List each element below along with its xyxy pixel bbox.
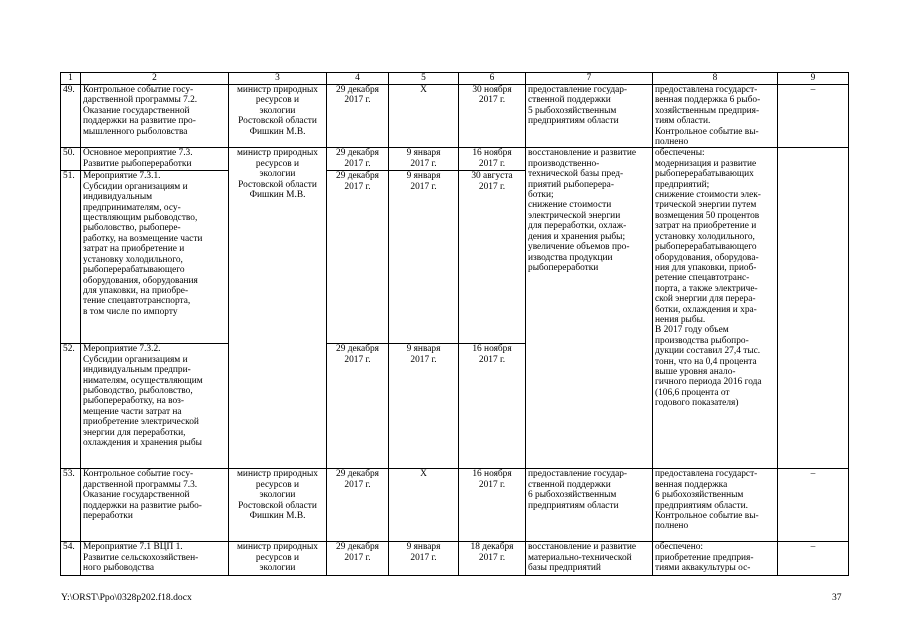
text-line: для упаковки, на приобре- [83, 285, 189, 296]
text-line: экологии [259, 169, 296, 180]
text-line: ресурсов и [255, 95, 300, 106]
text-line: 6 рыбохозяйственным [655, 490, 744, 501]
end-date [459, 85, 526, 148]
text-line: снижение стоимости [528, 200, 612, 211]
text-line: 2017 г. [478, 95, 506, 106]
text-line: Субсидии организациям и [83, 354, 188, 365]
text-line: предприятиям области [528, 500, 619, 511]
text-line: возмещения 50 процентов [655, 210, 760, 221]
text-line: поддержки на развитие про- [83, 116, 196, 127]
end-date [459, 469, 526, 542]
text-line: хозяйственным предприя- [655, 105, 760, 116]
planned-date [327, 542, 389, 576]
text-line: Ростовской области [238, 116, 317, 127]
actual-result [653, 542, 778, 576]
expected-result [526, 469, 653, 542]
text-line: 29 декабря [336, 542, 379, 553]
expected-result [526, 85, 653, 148]
text-line: 9 января [406, 344, 441, 355]
start-date [389, 542, 459, 576]
text-line: 2017 г. [410, 552, 437, 563]
actual-result [653, 148, 778, 469]
text-line: Развитие сельскохозяйствен- [83, 552, 199, 563]
text-line: увеличение объемов про- [528, 242, 630, 253]
planned-date [327, 344, 389, 469]
table-row [61, 85, 849, 148]
text-line: рыбопереработки [528, 262, 599, 273]
text-line: 29 декабря [336, 344, 379, 355]
text-line: индивидуальным предпри- [83, 365, 191, 376]
text-line: приятий рыбоперера- [528, 179, 614, 190]
text-line: 2017 г. [344, 552, 371, 563]
row-number: 52. [61, 344, 81, 469]
text-line: 2017 г. [344, 158, 371, 169]
text-line: предприятиям области. [655, 500, 748, 511]
text-line: обеспечены: [655, 148, 705, 159]
text-line: установку холодильного, [83, 254, 183, 265]
text-line: предоставлена государст- [655, 85, 758, 95]
text-line: предпринимателям, осу- [83, 202, 181, 213]
text-line: 2017 г. [478, 181, 506, 192]
row-number: 51. [61, 171, 81, 344]
text-line: 30 ноября [472, 85, 512, 95]
start-date [389, 469, 459, 542]
text-line: дения и хранения рыбы; [528, 231, 626, 242]
text-line: работку, на возмещение части [83, 233, 203, 244]
text-line: Контрольное событие вы- [655, 126, 759, 137]
start-date [389, 171, 459, 344]
text-line: 2017 г. [344, 354, 371, 365]
table-row [61, 148, 849, 171]
activity-name [81, 171, 229, 344]
text-line: ния для упаковки, приоб- [655, 262, 757, 273]
text-line: рыбоводство, рыболовство, [83, 386, 193, 397]
text-line: восстановление и развитие [528, 148, 636, 159]
text-line: обеспечено: [655, 542, 704, 553]
text-line: мышленного рыболовства [83, 126, 188, 137]
planned-date [327, 171, 389, 344]
text-line: рыбопереработку, на воз- [83, 396, 185, 407]
text-line: министр природных [237, 148, 318, 159]
text-line: нения рыбы. [655, 314, 706, 325]
text-line: тонн, что на 0,4 процента [655, 356, 757, 367]
text-line: восстановление и развитие [528, 542, 636, 553]
text-line: производства рыбопро- [655, 335, 749, 346]
text-line: предоставлена государст- [655, 469, 758, 480]
text-line: Основное мероприятие 7.3. [83, 148, 193, 159]
text-line: 2017 г. [410, 354, 437, 365]
text-line: производственно- [528, 158, 600, 169]
header-cell: 8 [653, 73, 778, 85]
text-line: Фишкин М.В. [249, 126, 306, 137]
text-line: для переработки, охлаж- [528, 221, 627, 232]
text-line: Контрольное событие госу- [83, 469, 194, 480]
text-line: 29 декабря [336, 171, 379, 182]
text-line: тиям области. [655, 116, 711, 127]
text-line: годового показателя) [655, 398, 739, 409]
header-cell: 3 [229, 73, 327, 85]
responsible-person [229, 542, 327, 576]
text-line: установку холодильного, [655, 231, 755, 242]
text-line: модернизация и развитие [655, 158, 757, 169]
deviation-reason [778, 148, 849, 469]
text-line: ресурсов и [255, 479, 300, 490]
text-line: Оказание государственной [83, 490, 190, 501]
header-cell: 4 [327, 73, 389, 85]
header-row [61, 73, 849, 85]
header-cell: 1 [61, 73, 81, 85]
file-path: Y:\ORST\Ppo\0328p202.f18.docx [61, 592, 192, 603]
deviation-reason [778, 85, 849, 148]
text-line: мещение части затрат на [83, 406, 182, 417]
text-line: венная поддержка 6 рыбо- [655, 95, 761, 106]
text-line: 2017 г. [344, 181, 371, 192]
text-line: технической базы пред- [528, 169, 624, 180]
text-line: 2017 г. [478, 354, 506, 365]
responsible-person [229, 85, 327, 148]
text-line: в том числе по импорту [83, 306, 178, 317]
text-line: венная поддержка [655, 479, 728, 490]
text-line: 2017 г. [410, 181, 437, 192]
text-line: полнено [655, 137, 689, 148]
text-line: 2017 г. [478, 479, 506, 490]
text-line: 16 ноября [472, 344, 512, 355]
text-line: тение спецавтотранспорта, [83, 296, 191, 307]
planned-date [327, 469, 389, 542]
text-line: ботки; [528, 190, 554, 201]
text-line: 30 августа [471, 171, 513, 182]
text-line: ществляющим рыбоводство, [83, 213, 198, 224]
actual-result [653, 85, 778, 148]
activity-name [81, 469, 229, 542]
header-cell: 6 [459, 73, 526, 85]
text-line: предприятиям области [528, 116, 619, 127]
text-line: 6 рыбохозяйственным [528, 490, 617, 501]
text-line: Контрольное событие вы- [655, 511, 759, 522]
text-line: 2017 г. [478, 552, 506, 563]
text-line: затрат на приобретение и [83, 244, 185, 255]
text-line: индивидуальным [83, 192, 153, 203]
text-line: 2017 г. [344, 95, 371, 106]
text-line: Фишкин М.В. [249, 511, 306, 522]
text-line: Мероприятие 7.3.2. [83, 344, 161, 355]
text-line: Контрольное событие госу- [83, 85, 194, 95]
text-line: 2017 г. [478, 158, 506, 169]
text-line: 9 января [406, 542, 441, 553]
planned-date [327, 148, 389, 171]
text-line: 5 рыбохозяйственным [528, 105, 617, 116]
text-line: 29 декабря [336, 469, 379, 480]
text-line: Субсидии организациям и [83, 181, 188, 192]
text-line: экологии [259, 105, 296, 116]
text-line: 9 января [406, 171, 441, 182]
text-line: базы предприятий [528, 563, 601, 574]
activity-name [81, 344, 229, 469]
text-line: 18 декабря [470, 542, 514, 553]
text-line: приобретение предприя- [655, 552, 754, 563]
text-line: охлаждения и хранения рыбы [83, 438, 202, 449]
text-line: 16 ноября [472, 469, 512, 480]
text-line: экологии [259, 490, 296, 501]
text-line: затрат на приобретение и [655, 221, 757, 232]
expected-result [526, 542, 653, 576]
expected-result [526, 148, 653, 469]
text-line: тиями аквакультуры ос- [655, 563, 751, 574]
text-line: дарственной программы 7.3. [83, 479, 198, 490]
text-line: выше уровня анало- [655, 366, 736, 377]
text-line: – [810, 542, 816, 553]
text-line: министр природных [237, 85, 318, 95]
text-line: изводства продукции [528, 252, 613, 263]
planned-date [327, 85, 389, 148]
end-date [459, 148, 526, 171]
start-date [389, 85, 459, 148]
text-line: полнено [655, 521, 689, 532]
header-cell: 9 [778, 73, 849, 85]
row-number: 53. [61, 469, 81, 542]
text-line: – [810, 469, 816, 480]
text-line: 9 января [406, 148, 441, 159]
text-line: экологии [259, 563, 296, 574]
text-line: (106,6 процента от [655, 387, 730, 398]
text-line: ственной поддержки [528, 479, 611, 490]
text-line: порта, а также электриче- [655, 283, 758, 294]
table-row [61, 469, 849, 542]
text-line: Мероприятие 7.1 ВЦП 1. [83, 542, 183, 553]
text-line: ботки, охлаждения и хра- [655, 304, 757, 315]
text-line: приобретение электрической [83, 417, 199, 428]
text-line: предоставление государ- [528, 469, 628, 480]
text-line: дукции составил 27,4 тыс. [655, 346, 761, 357]
text-line: ресурсов и [255, 158, 300, 169]
text-line: рыбоперерабатывающих [655, 169, 754, 180]
text-line: электрической энергии [528, 210, 621, 221]
header-cell: 2 [81, 73, 229, 85]
start-date [389, 148, 459, 171]
responsible-person [229, 148, 327, 469]
row-number: 50. [61, 148, 81, 171]
text-line: ственной поддержки [528, 95, 611, 106]
text-line: нимателям, осуществляющим [83, 375, 203, 386]
activity-name [81, 542, 229, 576]
text-line: 2017 г. [344, 479, 371, 490]
end-date [459, 344, 526, 469]
text-line: министр природных [237, 542, 318, 553]
actual-result [653, 469, 778, 542]
report-table [60, 72, 849, 576]
text-line: – [810, 85, 816, 95]
text-line: ской энергии для перера- [655, 294, 756, 305]
text-line: Мероприятие 7.3.1. [83, 171, 161, 182]
activity-name [81, 85, 229, 148]
header-cell: 7 [526, 73, 653, 85]
table-row [61, 542, 849, 576]
text-line: рыбоперерабатывающего [83, 265, 185, 276]
text-line: материально-технической [528, 552, 632, 563]
text-line: поддержки на развитие рыбо- [83, 500, 202, 511]
row-number: 49. [61, 85, 81, 148]
text-line: дарственной программы 7.2. [83, 95, 198, 106]
row-number: 54. [61, 542, 81, 576]
text-line: предоставление государ- [528, 85, 628, 95]
page-number: 37 [832, 592, 842, 603]
text-line: ресурсов и [255, 552, 300, 563]
end-date [459, 171, 526, 344]
text-line: Оказание государственной [83, 105, 190, 116]
text-line: оборудования, оборудова- [655, 252, 759, 263]
text-line: энергии для переработки, [83, 427, 186, 438]
text-line: Фишкин М.В. [249, 190, 306, 201]
text-line: рыбоперерабатывающего [655, 242, 757, 253]
text-line: Ростовской области [238, 500, 317, 511]
text-line: В 2017 году объем [655, 325, 729, 336]
text-line: гичного периода 2016 года [655, 377, 762, 388]
text-line: оборудования, оборудования [83, 275, 198, 286]
text-line: трической энергии путем [655, 200, 757, 211]
text-line: 29 декабря [336, 85, 379, 95]
text-line: предприятий; [655, 179, 710, 190]
text-line: 16 ноября [472, 148, 512, 159]
text-line: рыболовство, рыбопере- [83, 223, 181, 234]
text-line: Ростовской области [238, 179, 317, 190]
start-date [389, 344, 459, 469]
text-line: 29 декабря [336, 148, 379, 159]
text-line: Развитие рыбопереработки [83, 158, 192, 169]
responsible-person [229, 469, 327, 542]
deviation-reason [778, 469, 849, 542]
deviation-reason [778, 542, 849, 576]
text-line: X [420, 469, 427, 480]
text-line: переработки [83, 511, 133, 522]
text-line: снижение стоимости элек- [655, 190, 761, 201]
text-line: министр природных [237, 469, 318, 480]
text-line: ретение спецавтотранс- [655, 273, 750, 284]
header-cell: 5 [389, 73, 459, 85]
end-date [459, 542, 526, 576]
text-line: ного рыбоводства [83, 563, 155, 574]
text-line: 2017 г. [410, 158, 437, 169]
text-line: X [420, 85, 427, 95]
activity-name [81, 148, 229, 171]
